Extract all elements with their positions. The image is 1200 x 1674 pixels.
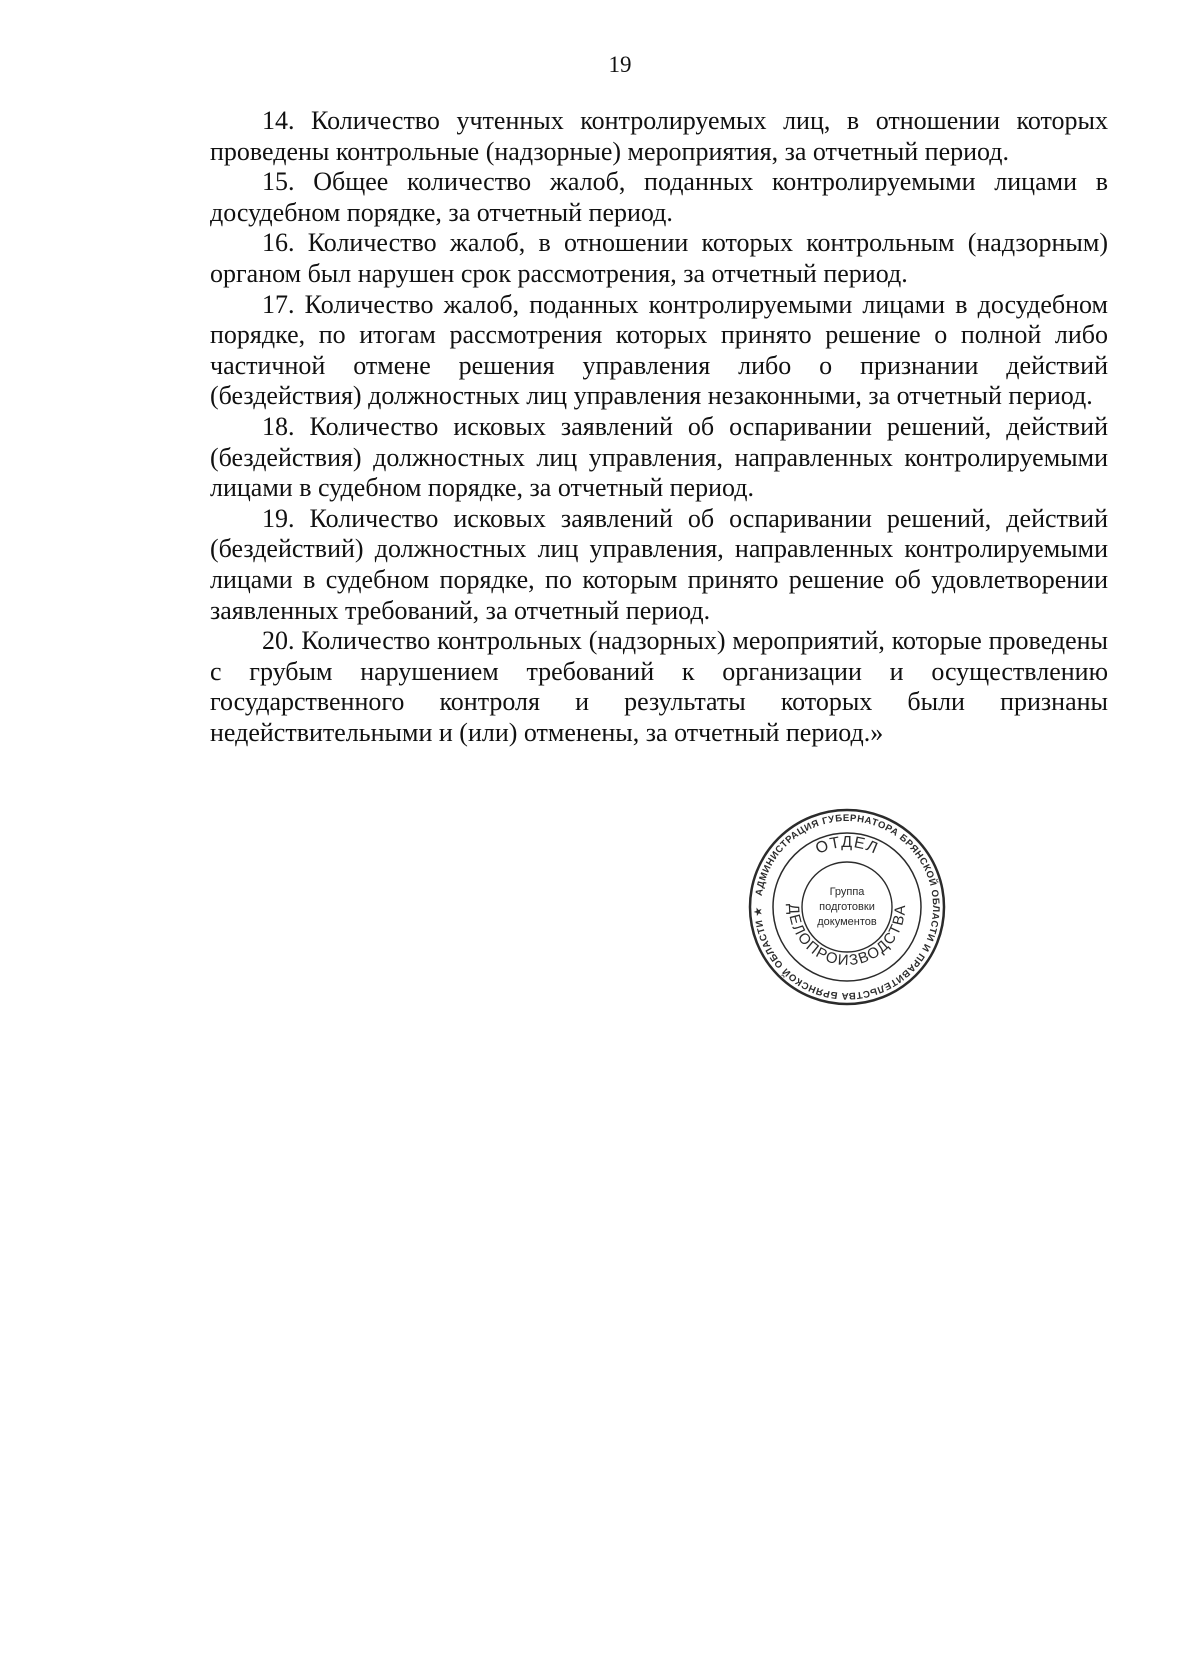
stamp-center-line-1: Группа <box>829 886 865 898</box>
stamp-seal-graphic <box>747 807 947 1007</box>
paragraph-14: 14. Количество учтенных контролируемых лиц, в отношении которых проведены контрольные (надзорные) мероприятия, за отчетный период. <box>210 106 1108 166</box>
document-body <box>210 106 1108 748</box>
paragraph-16: 16. Количество жалоб, в отношении которых контрольным (надзорным) органом был нарушен срок рассмотрения, за отчетный период. <box>210 228 1108 288</box>
paragraph-15: 15. Общее количество жалоб, поданных контролируемыми лицами в досудебном порядке, за отчетный период. <box>210 167 1108 227</box>
stamp-outer-ring-text: АДМИНИСТРАЦИЯ ГУБЕРНАТОРА БРЯНСКОЙ ОБЛАСТИ И ПРАВИТЕЛЬСТВА БРЯНСКОЙ ОБЛАСТИ ★ <box>752 812 942 1002</box>
stamp-center-line-3: документов <box>817 916 877 928</box>
svg-text:ДЕЛОПРОИЗВОДСТВА <box>785 903 909 969</box>
stamp-center-line-2: подготовки <box>819 901 875 913</box>
paragraph-19: 19. Количество исковых заявлений об оспаривании решений, действий (бездействий) должностных лиц управления, направленных контролируемыми лицами в судебном порядке, по которым принято решение об удовлетворении заявленных требований, за отчетный период. <box>210 503 1108 625</box>
official-stamp <box>747 807 947 1007</box>
paragraph-17: 17. Количество жалоб, поданных контролируемыми лицами в досудебном порядке, по итогам рассмотрения которых принято решение о полной либо частичной отмене решения управления либо о признании действий (бездействия) должностных лиц управления незаконными, за отчетный период. <box>210 289 1108 411</box>
paragraph-18: 18. Количество исковых заявлений об оспаривании решений, действий (бездействия) должностных лиц управления, направленных контролируемыми лицами в судебном порядке, за отчетный период. <box>210 411 1108 503</box>
stamp-inner-ring-text: ДЕЛОПРОИЗВОДСТВА <box>784 903 910 970</box>
stamp-inner-top-text: ОТДЕЛ <box>813 833 881 858</box>
paragraph-20: 20. Количество контрольных (надзорных) мероприятий, которые проведены с грубым нарушением требований к организации и осуществлению государственного контроля и результаты которых были признаны недействительными и (или) отменены, за отчетный период.» <box>210 626 1108 747</box>
page-number: 19 <box>608 52 632 77</box>
